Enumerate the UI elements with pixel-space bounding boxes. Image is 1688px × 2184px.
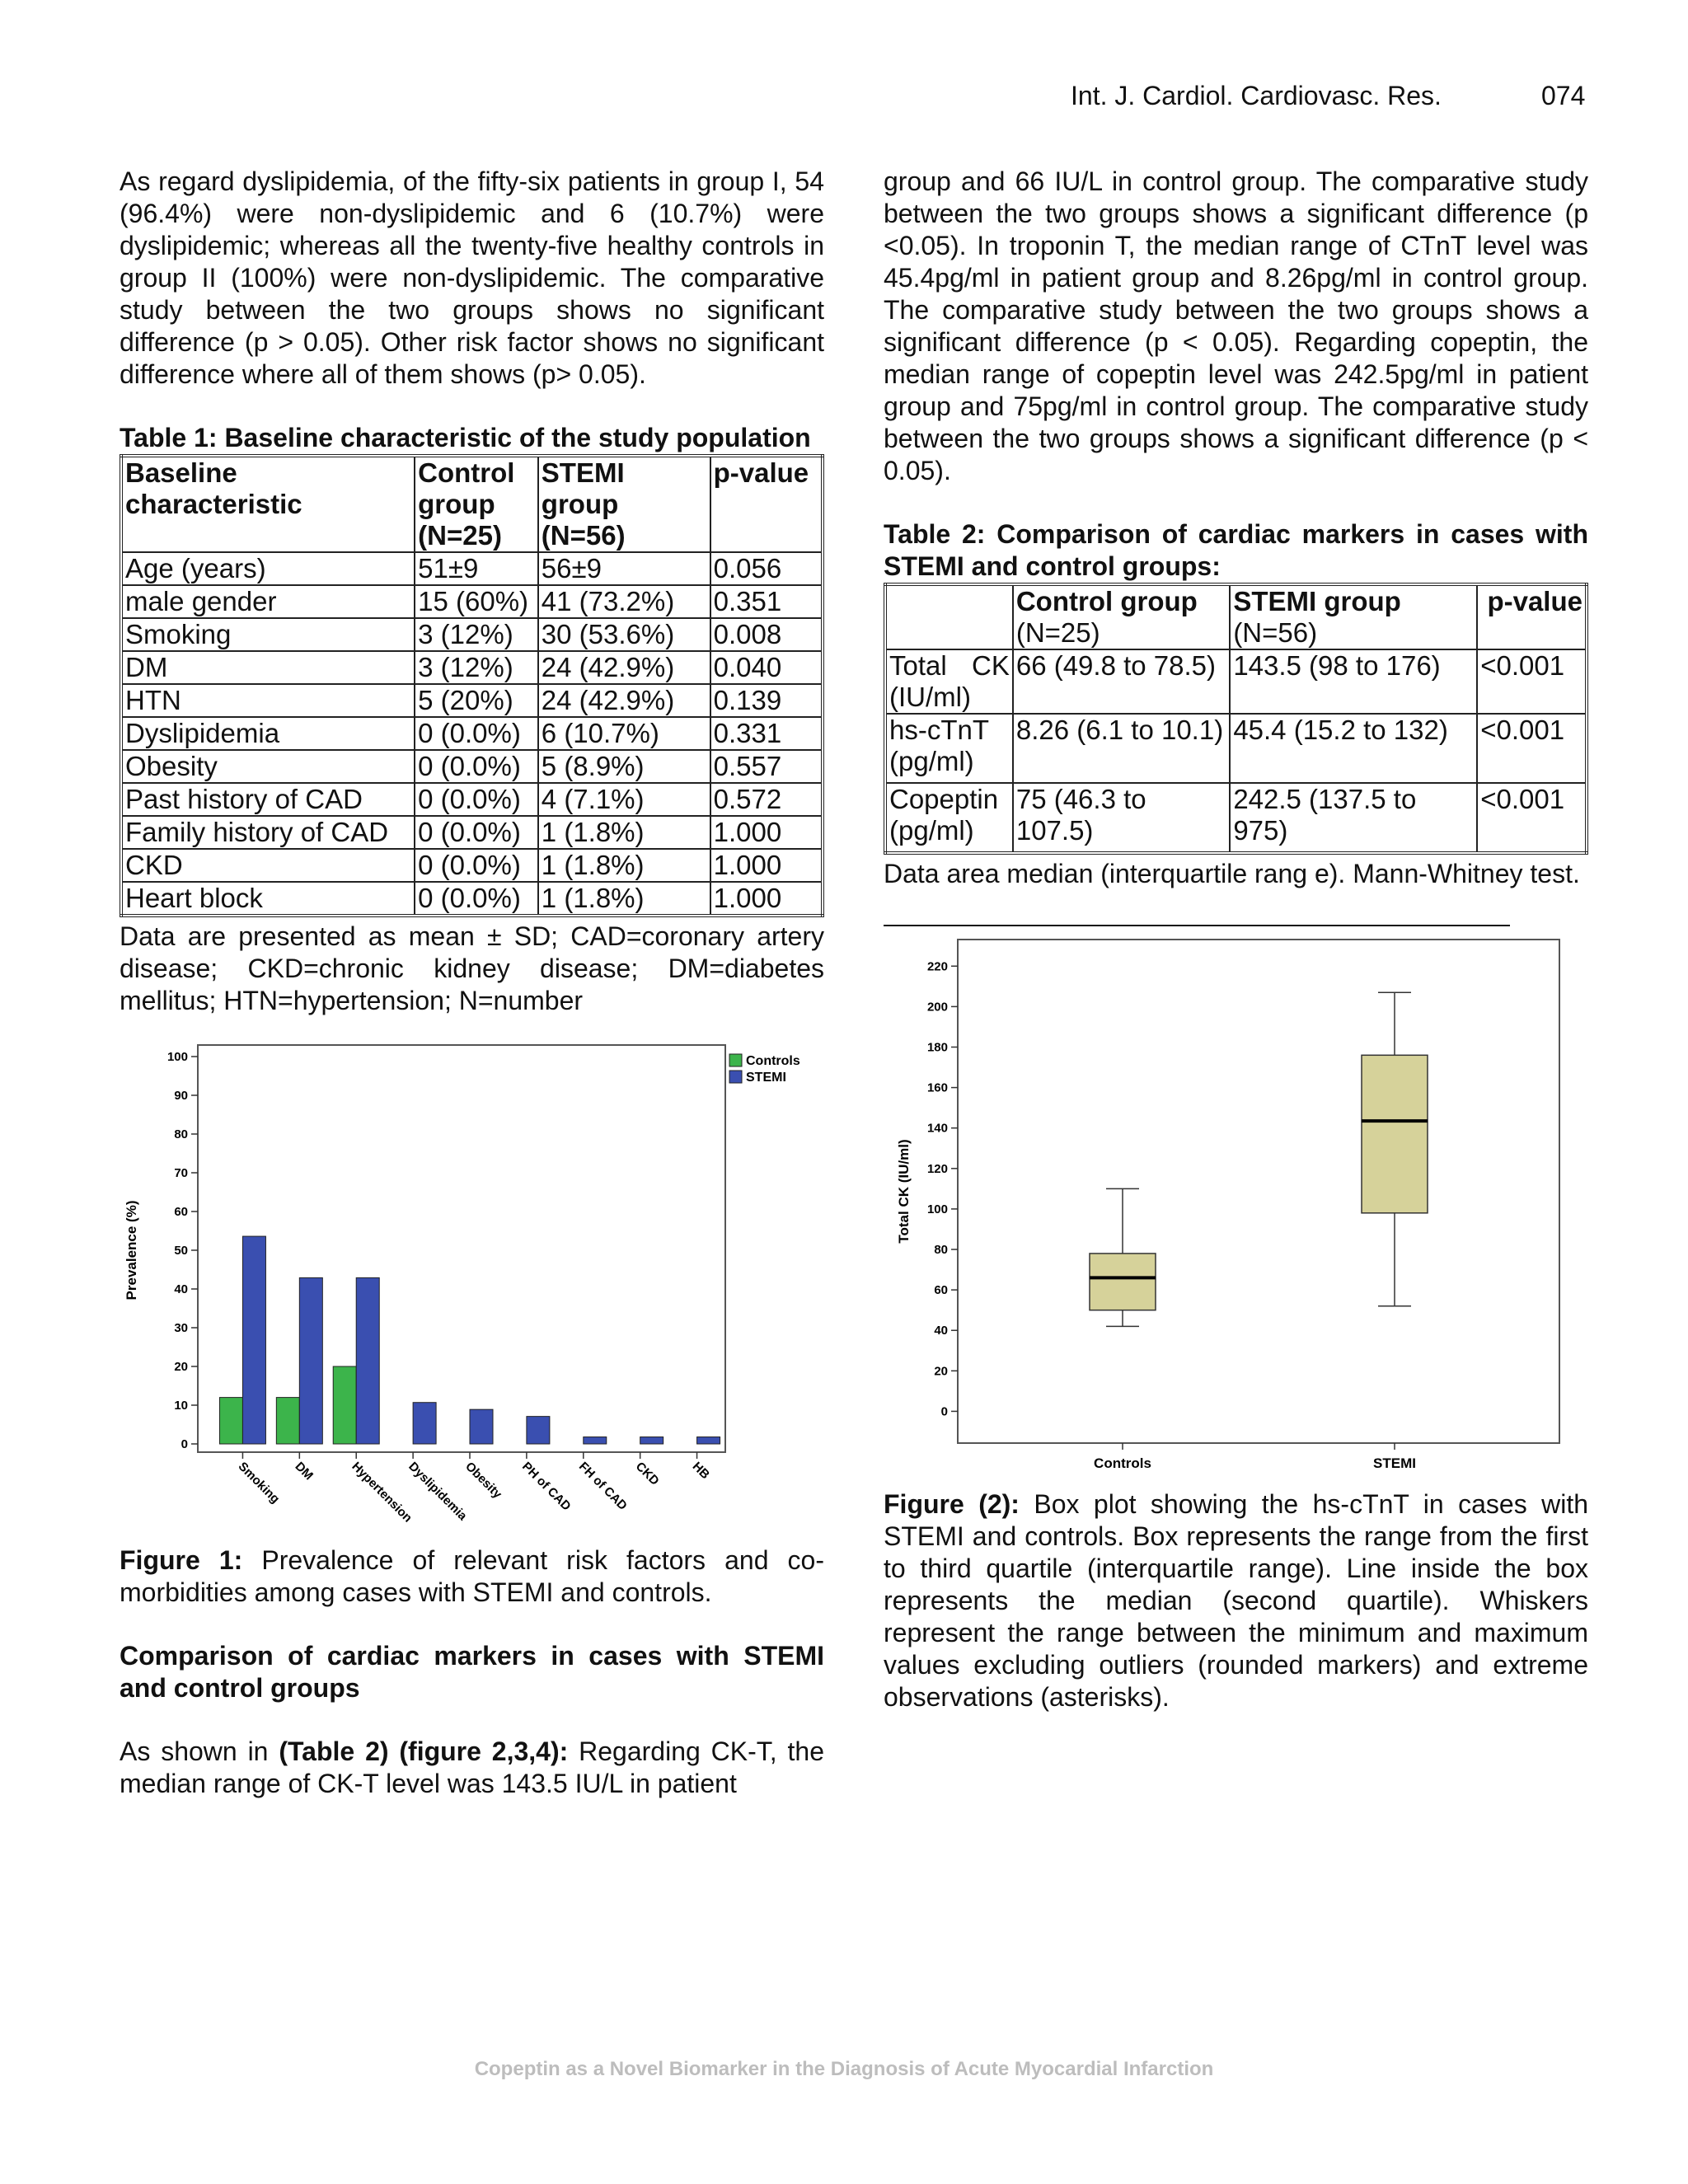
table-row bbox=[121, 651, 823, 684]
table-cell: 0.008 bbox=[710, 618, 823, 651]
plot-frame bbox=[198, 1045, 725, 1452]
y-tick-label: 0 bbox=[940, 1404, 948, 1419]
table-row bbox=[121, 750, 823, 783]
bar-stemi bbox=[640, 1437, 663, 1444]
y-tick-label: 20 bbox=[174, 1360, 188, 1374]
table-cell: 8.26 (6.1 to 10.1) bbox=[1013, 714, 1230, 783]
y-tick-label: 160 bbox=[926, 1080, 948, 1095]
table-row bbox=[885, 714, 1587, 783]
table-cell: 0.331 bbox=[710, 717, 823, 750]
legend-label: Controls bbox=[746, 1054, 800, 1068]
table-cell: 15 (60%) bbox=[415, 585, 538, 618]
table-cell: 24 (42.9%) bbox=[538, 651, 710, 684]
table-cell: 0 (0.0%) bbox=[415, 717, 538, 750]
table-cell: CKD bbox=[121, 849, 415, 882]
table-cell: 0 (0.0%) bbox=[415, 882, 538, 916]
x-tick-label: Controls bbox=[1094, 1455, 1151, 1471]
x-tick-label: STEMI bbox=[1373, 1455, 1416, 1471]
journal-name: Int. J. Cardiol. Cardiovasc. Res. bbox=[1071, 81, 1442, 110]
header-label: STEMI group bbox=[1233, 586, 1401, 616]
figure1-label: Figure 1: bbox=[120, 1545, 243, 1575]
bar-stemi bbox=[584, 1437, 607, 1444]
table-cell: 1 (1.8%) bbox=[538, 882, 710, 916]
table-cell: 0.351 bbox=[710, 585, 823, 618]
x-tick-label: FH of CAD bbox=[575, 1459, 631, 1513]
y-tick-label: 100 bbox=[166, 1050, 188, 1064]
bar-controls bbox=[333, 1366, 356, 1444]
table-cell: 1.000 bbox=[710, 849, 823, 882]
figure2 bbox=[884, 936, 1588, 1488]
table-cell: 41 (73.2%) bbox=[538, 585, 710, 618]
y-tick-label: 100 bbox=[926, 1202, 948, 1216]
plot-frame bbox=[958, 940, 1559, 1443]
table-cell: 242.5 (137.5 to 975) bbox=[1230, 783, 1477, 853]
table-cell: 24 (42.9%) bbox=[538, 684, 710, 717]
y-tick-label: 40 bbox=[174, 1282, 188, 1296]
table-header-cell: p-value bbox=[1477, 584, 1587, 649]
table-cell: 5 (8.9%) bbox=[538, 750, 710, 783]
table-cell: 1 (1.8%) bbox=[538, 816, 710, 849]
section-heading: Comparison of cardiac markers in cases with STEMI and control groups bbox=[120, 1641, 824, 1703]
figure1 bbox=[120, 1042, 824, 1544]
legend-swatch bbox=[729, 1071, 742, 1083]
page-number: 074 bbox=[1541, 81, 1586, 110]
table-header-cell bbox=[1013, 584, 1230, 649]
x-tick-label: HB bbox=[689, 1459, 713, 1483]
table-cell: hs-cTnT (pg/ml) bbox=[885, 714, 1013, 783]
x-tick-label: Smoking bbox=[235, 1459, 283, 1507]
header-sub: (N=56) bbox=[1233, 617, 1318, 648]
table-header-cell: STEMI group (N=56) bbox=[538, 456, 710, 552]
y-tick-label: 220 bbox=[926, 959, 948, 974]
y-tick-label: 90 bbox=[174, 1089, 188, 1103]
figure2-caption bbox=[884, 1488, 1588, 1713]
table-row bbox=[121, 882, 823, 916]
bar-chart bbox=[120, 1042, 824, 1544]
table-cell: HTN bbox=[121, 684, 415, 717]
table-header-row bbox=[121, 456, 823, 552]
table-header-cell bbox=[1230, 584, 1477, 649]
table-cell: <0.001 bbox=[1477, 714, 1587, 783]
x-tick-label: Obesity bbox=[462, 1459, 505, 1502]
table-row bbox=[121, 552, 823, 585]
table2-caption: Table 2: Comparison of cardiac markers in cases with STEMI and control groups: bbox=[884, 519, 1588, 581]
table-cell: 143.5 (98 to 176) bbox=[1230, 649, 1477, 714]
table-cell: Past history of CAD bbox=[121, 783, 415, 816]
table1 bbox=[120, 454, 824, 917]
header-sub: (N=25) bbox=[1015, 617, 1100, 648]
table-header-cell: p-value bbox=[710, 456, 823, 552]
table-cell: male gender bbox=[121, 585, 415, 618]
table-cell: 4 (7.1%) bbox=[538, 783, 710, 816]
table-cell: Obesity bbox=[121, 750, 415, 783]
table-row bbox=[885, 649, 1587, 714]
table-cell: 1.000 bbox=[710, 816, 823, 849]
paragraph bbox=[120, 1736, 824, 1800]
table-cell: 0.557 bbox=[710, 750, 823, 783]
table-row bbox=[121, 717, 823, 750]
x-tick-label: PH of CAD bbox=[519, 1459, 574, 1514]
y-tick-label: 50 bbox=[174, 1244, 188, 1258]
table-row bbox=[121, 585, 823, 618]
legend-label: STEMI bbox=[746, 1071, 786, 1085]
box-plot bbox=[884, 936, 1588, 1488]
table-row bbox=[121, 783, 823, 816]
table-row bbox=[121, 618, 823, 651]
bar-stemi bbox=[527, 1417, 550, 1444]
table-cell: <0.001 bbox=[1477, 783, 1587, 853]
y-tick-label: 80 bbox=[934, 1243, 948, 1258]
table-cell: 51±9 bbox=[415, 552, 538, 585]
table-cell: 75 (46.3 to 107.5) bbox=[1013, 783, 1230, 853]
paragraph: As regard dyslipidemia, of the fifty-six patients in group I, 54 (96.4%) were non-dyslipidemic and 6 (10.7%) were dyslipidemic; whereas all the twenty-five healthy controls in group II (100%) were non-dyslipidemic. The comparative study between the two groups shows no significant difference (p > 0.05). Other risk factor shows no significant difference where all of them shows (p> 0.05). bbox=[120, 166, 824, 389]
table-cell: Smoking bbox=[121, 618, 415, 651]
table-cell: Copeptin (pg/ml) bbox=[885, 783, 1013, 853]
table-cell: <0.001 bbox=[1477, 649, 1587, 714]
y-tick-label: 20 bbox=[934, 1364, 948, 1379]
y-tick-label: 70 bbox=[174, 1166, 188, 1180]
table-cell: 45.4 (15.2 to 132) bbox=[1230, 714, 1477, 783]
y-tick-label: 0 bbox=[181, 1437, 188, 1451]
table-cell: 0.572 bbox=[710, 783, 823, 816]
y-tick-label: 30 bbox=[174, 1321, 188, 1335]
table-cell: 6 (10.7%) bbox=[538, 717, 710, 750]
table2 bbox=[884, 583, 1588, 855]
table-cell: 0.139 bbox=[710, 684, 823, 717]
table-row bbox=[121, 684, 823, 717]
y-axis-label: Prevalence (%) bbox=[124, 1200, 139, 1301]
text-run-bold: (Table 2) (figure 2,3,4): bbox=[279, 1736, 569, 1766]
running-footer: Copeptin as a Novel Biomarker in the Diagnosis of Acute Myocardial Infarction bbox=[474, 2058, 1214, 2080]
table-cell: 56±9 bbox=[538, 552, 710, 585]
paragraph: group and 66 IU/L in control group. The comparative study between the two groups shows a significant difference (p <0.05). In troponin T, the median range of CTnT level was 45.4pg/ml in patient group and 8.26pg/ml in control group. The comparative study between the two groups shows a significant difference (p < 0.05). Regarding copeptin, the median range of copeptin level was 242.5pg/ml in patient group and 75pg/ml in control group. The comparative study between the two groups shows a significant difference (p < 0.05). bbox=[884, 166, 1588, 485]
table-cell: 0 (0.0%) bbox=[415, 783, 538, 816]
table1-note: Data are presented as mean ± SD; CAD=coronary artery disease; CKD=chronic kidney disease; DM=diabetes mellitus; HTN=hypertension; N=number bbox=[120, 921, 824, 1015]
table-cell: 3 (12%) bbox=[415, 618, 538, 651]
table-cell: Heart block bbox=[121, 882, 415, 916]
figure2-label: Figure (2): bbox=[884, 1489, 1020, 1519]
table-cell: DM bbox=[121, 651, 415, 684]
y-tick-label: 10 bbox=[174, 1399, 188, 1413]
table-cell: 0 (0.0%) bbox=[415, 849, 538, 882]
table-cell: 0.040 bbox=[710, 651, 823, 684]
y-axis-label: Total CK (IU/ml) bbox=[896, 1139, 912, 1244]
y-tick-label: 120 bbox=[926, 1161, 948, 1176]
bar-stemi bbox=[470, 1409, 493, 1444]
header-label: Control group bbox=[1015, 586, 1198, 616]
table-cell: 30 (53.6%) bbox=[538, 618, 710, 651]
text-run: As shown in bbox=[120, 1736, 279, 1766]
y-tick-label: 60 bbox=[174, 1205, 188, 1219]
bar-stemi bbox=[299, 1277, 322, 1444]
bar-controls bbox=[219, 1398, 242, 1444]
bar-stemi bbox=[697, 1437, 720, 1444]
bar-stemi bbox=[356, 1277, 379, 1444]
table-cell: Total CK (IU/ml) bbox=[885, 649, 1013, 714]
table-header-cell: Baseline characteristic bbox=[121, 456, 415, 552]
y-tick-label: 140 bbox=[926, 1121, 948, 1136]
table-row bbox=[121, 816, 823, 849]
x-tick-label: Dyslipidemia bbox=[406, 1459, 470, 1524]
bar-stemi bbox=[413, 1403, 436, 1444]
table-cell: 3 (12%) bbox=[415, 651, 538, 684]
table2-note: Data area median (interquartile rang e). Mann-Whitney test. bbox=[884, 859, 1580, 888]
right-column bbox=[884, 166, 1588, 1713]
table-cell: 0 (0.0%) bbox=[415, 750, 538, 783]
table-cell: Family history of CAD bbox=[121, 816, 415, 849]
table-row bbox=[885, 783, 1587, 853]
table-cell bbox=[885, 584, 1013, 649]
y-tick-label: 180 bbox=[926, 1040, 948, 1055]
x-tick-label: Hypertension bbox=[349, 1459, 415, 1526]
divider bbox=[884, 925, 1510, 926]
y-tick-label: 60 bbox=[934, 1283, 948, 1298]
box bbox=[1090, 1254, 1156, 1310]
y-tick-label: 40 bbox=[934, 1324, 948, 1338]
table-cell: 0.056 bbox=[710, 552, 823, 585]
figure1-caption bbox=[120, 1544, 824, 1609]
table-cell: 1.000 bbox=[710, 882, 823, 916]
x-tick-label: DM bbox=[292, 1459, 316, 1483]
left-column bbox=[120, 166, 824, 1800]
table-cell: 1 (1.8%) bbox=[538, 849, 710, 882]
table-cell: Dyslipidemia bbox=[121, 717, 415, 750]
box bbox=[1362, 1055, 1428, 1213]
text-run: Regarding CK-T, the median range of CK-T level was 143.5 IU/L in patient bbox=[120, 1736, 825, 1798]
table1-caption: Table 1: Baseline characteristic of the study population bbox=[120, 423, 811, 452]
table-cell: 66 (49.8 to 78.5) bbox=[1013, 649, 1230, 714]
table-header-cell: Control group (N=25) bbox=[415, 456, 538, 552]
figure2-text: Box plot showing the hs-cTnT in cases with STEMI and controls. Box represents the range from the first to third quartile (interquartile range). Line inside the box represents the median (second quartile). Whiskers represent the range between the minimum and maximum values excluding outliers (rounded markers) and extreme observations (asterisks). bbox=[884, 1489, 1588, 1712]
figure1-text: Prevalence of relevant risk factors and co-morbidities among cases with STEMI and controls. bbox=[120, 1545, 824, 1607]
table-cell: Age (years) bbox=[121, 552, 415, 585]
table-row bbox=[121, 849, 823, 882]
y-tick-label: 80 bbox=[174, 1127, 188, 1141]
y-tick-label: 200 bbox=[926, 1000, 948, 1015]
x-tick-label: CKD bbox=[632, 1459, 662, 1488]
bar-stemi bbox=[242, 1236, 265, 1444]
table-header-row bbox=[885, 584, 1587, 649]
bar-controls bbox=[276, 1398, 299, 1444]
table-cell: 5 (20%) bbox=[415, 684, 538, 717]
legend-swatch bbox=[729, 1054, 742, 1066]
table-cell: 0 (0.0%) bbox=[415, 816, 538, 849]
